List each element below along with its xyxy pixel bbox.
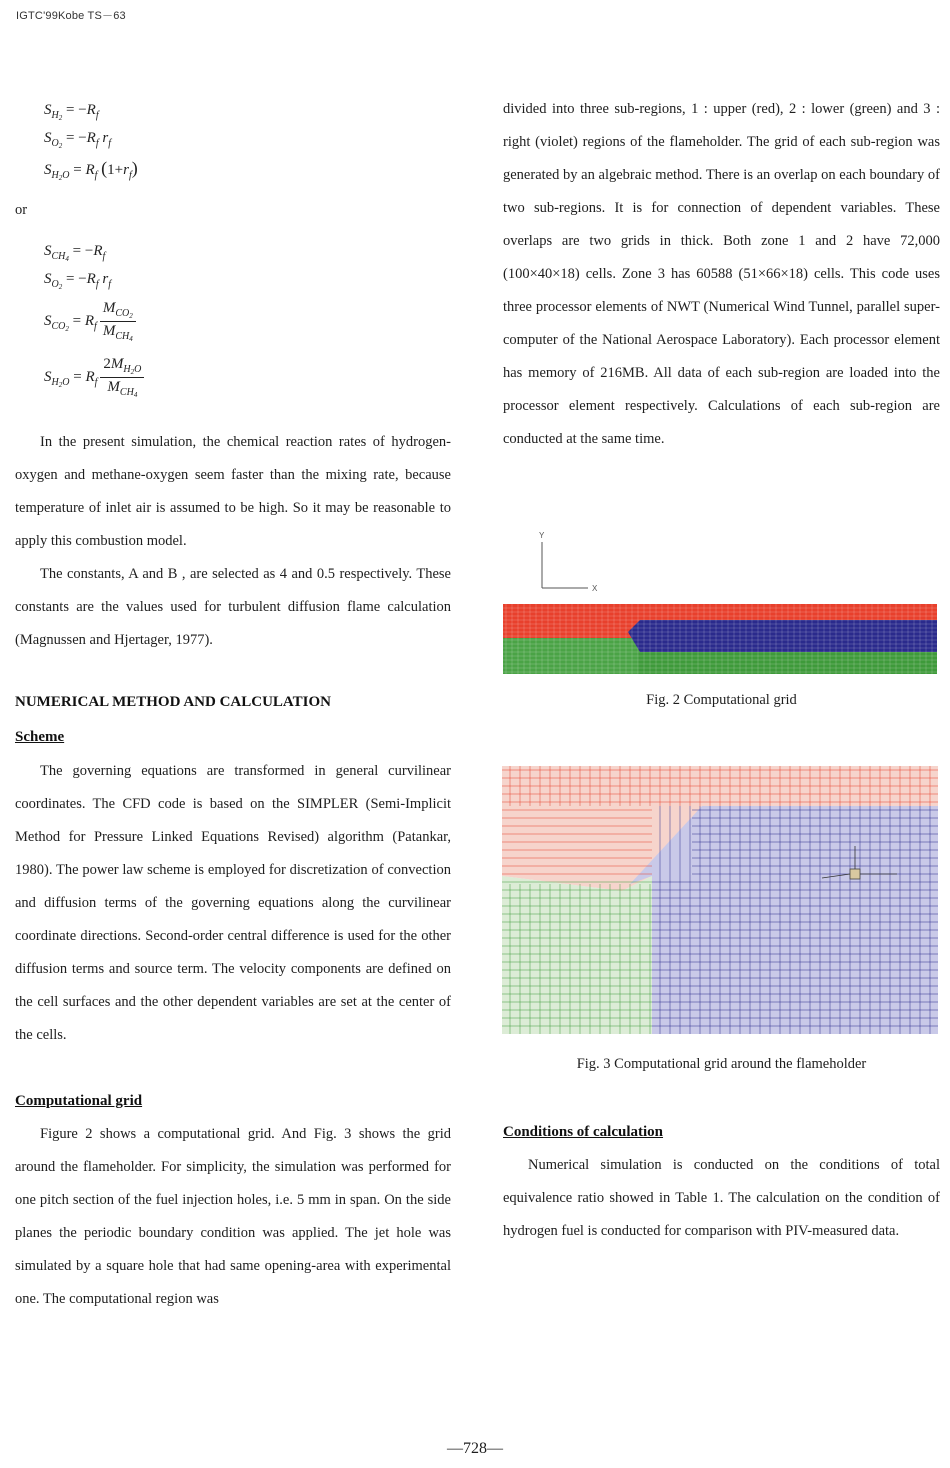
fig3-axis-marker — [850, 869, 860, 879]
computational-grid-figure — [500, 528, 940, 678]
equation-s-o2: $S_{O_2} = -R_f$ $r_f$ — [44, 130, 111, 150]
grid-paragraph: Figure 2 shows a computational grid. And Fig. 3 shows the grid around the flameholder. For simplicity, the simulation was performed for one pitch section of the fuel injection holes, i.e. 5 mm in span. On the side planes the periodic boundary condition was applied. The jet hole was simulated by a square hole that had same opening-area with experimental one. The computational region was — [15, 1126, 451, 1307]
scheme-paragraph: The governing equations are transformed in general curvilinear coordinates. The CFD code is based on the SIMPLER (Semi-Implicit Method for Pressure Linked Equations Revised) algorithm (Patankar, 1980). The power law scheme is employed for discretization of convection and diffusion terms of the governing equations along the curvilinear coordinate directions. Second-order central difference is used for the other diffusion terms and source term. The velocity components are defined on the cell surfaces and the other dependent variables are set at the center of the cells. — [15, 763, 451, 1043]
scheme-heading: Scheme — [15, 729, 65, 745]
equation-s-ch4: $S_{CH_4} = -R_f$ — [44, 243, 106, 263]
grid-heading: Computational grid — [15, 1093, 143, 1109]
axis-x-label: X — [592, 584, 598, 593]
running-head: IGTC'99Kobe TS－63 — [16, 10, 126, 22]
conditions-paragraph: Numerical simulation is conducted on the conditions of total equivalence ratio showed in Table 1. The calculation on the condition of hydrogen fuel is conducted for comparison with PIV-measured data. — [503, 1157, 940, 1239]
figure-2 — [500, 528, 940, 678]
figure-3 — [502, 766, 938, 1034]
continued-paragraph: divided into three sub-regions, 1 : upper (red), 2 : lower (green) and 3 : right (violet) regions of the flameholder. The grid of each sub-region was generated by an algebraic method. There is an overlap on each boundary of two sub-regions. It is for connection of dependent variables. These overlaps are two grids in thick. Both zone 1 and 2 have 72,000 (100×40×18) cells. Zone 3 has 60588 (51×66×18) cells. This code uses three processor elements of NWT (Numerical Wind Tunnel, parallel super-computer of the National Aerospace Laboratory). Each processor element has memory of 216MB. All data of each sub-region are loaded into the processor element respectively. Calculations of each sub-region are conducted at the same time. — [503, 101, 940, 447]
axis-y-label: Y — [539, 531, 545, 540]
page-number: —728— — [447, 1440, 503, 1457]
equation-s-h2o-methane: $S_{H_2O} = R_f$ $\frac{2M_{H_2O}}{M_{CH_4}}$ — [44, 356, 144, 399]
fig3-zone-violet — [630, 806, 938, 1034]
conditions-heading: Conditions of calculation — [503, 1124, 664, 1140]
equation-s-co2: $S_{CO_2} = R_f$ $\frac{M_{CO_2}}{M_{CH_4}}$ — [44, 300, 136, 343]
fig3-zone-green-left — [502, 876, 652, 1034]
section-heading: NUMERICAL METHOD AND CALCULATION — [15, 694, 331, 710]
equation-s-h2o: $S_{H_2O} = R_f$ $(1+r_f)$ — [44, 158, 138, 182]
flameholder-grid-figure — [502, 766, 938, 1034]
figure-2-caption: Fig. 2 Computational grid — [646, 692, 797, 708]
figure-3-caption: Fig. 3 Computational grid around the flameholder — [576, 1056, 867, 1072]
equation-connector: or — [15, 202, 28, 218]
equation-s-h2: $S_{H_2} = -R_f$ — [44, 102, 99, 122]
paragraph-simulation: In the present simulation, the chemical reaction rates of hydrogen-oxygen and methane-oxygen seem faster than the mixing rate, because temperature of inlet air is assumed to be high. So it may be reasonable to apply this combustion model. — [15, 434, 451, 549]
equation-s-o2-methane: $S_{O_2} = -R_f$ $r_f$ — [44, 271, 111, 291]
paragraph-constants: The constants, A and B , are selected as 4 and 0.5 respectively. These constants are the values used for turbulent diffusion flame calculation (Magnussen and Hjertager, 1977). — [15, 566, 451, 648]
